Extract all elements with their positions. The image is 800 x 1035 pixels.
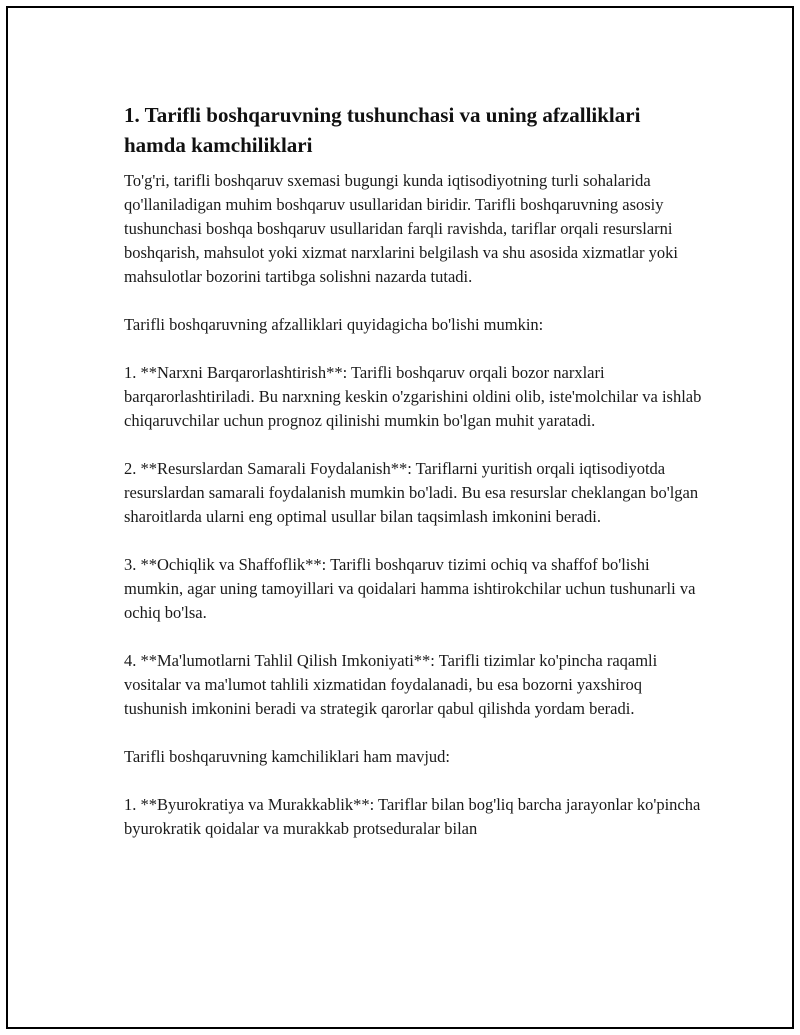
paragraph-advantage-2: 2. **Resurslardan Samarali Foydalanish**: Tariflarni yuritish orqali iqtisodiyotda resurslardan samarali foydalanish mumkin bo'ladi. Bu esa resurslar cheklangan bo'lgan sharoitlarda ularni eng optimal usullar bilan taqsimlash imkonini beradi. bbox=[124, 459, 699, 526]
paragraph-advantage-4: 4. **Ma'lumotlarni Tahlil Qilish Imkoniyati**: Tarifli tizimlar ko'pincha raqamli vositalar va ma'lumot tahlili xizmatidan foydalanadi, bu esa bozorni yaxshiroq tushunish imkonini beradi va strategik qarorlar qabul qilishda yordam beradi. bbox=[124, 651, 658, 718]
paragraph-advantages-intro: Tarifli boshqaruvning afzalliklari quyidagicha bo'lishi mumkin: bbox=[124, 315, 544, 334]
section-heading: 1. Tarifli boshqaruvning tushunchasi va uning afzalliklari hamda kamchiliklari bbox=[124, 103, 641, 157]
paragraph-intro: To'g'ri, tarifli boshqaruv sxemasi bugungi kunda iqtisodiyotning turli sohalarida qo'llaniladigan muhim boshqaruv usullaridan biridir. Tarifli boshqaruvning asosiy tushunchasi boshqa boshqaruv usullaridan farqli ravishda, tariflar orqali resurslarni boshqarish, mahsulot yoki xizmat narxlarini belgilash va shu asosida xizmatlar yoki mahsulotlar bozorini tartibga solishni nazarda tutadi. bbox=[124, 171, 679, 286]
paragraph-advantage-1: 1. **Narxni Barqarorlashtirish**: Tarifli boshqaruv orqali bozor narxlari barqarorlashtiriladi. Bu narxning keskin o'zgarishini oldini olib, iste'molchilar va ishlab chiqaruvchilar uchun prognoz qilinishi mumkin bo'lgan muhit yaratadi. bbox=[124, 363, 702, 430]
paragraph-disadvantages-intro: Tarifli boshqaruvning kamchiliklari ham mavjud: bbox=[124, 747, 451, 766]
paragraph-disadvantage-1: 1. **Byurokratiya va Murakkablik**: Tariflar bilan bog'liq barcha jarayonlar ko'pincha byurokratik qoidalar va murakkab protseduralar bilan bbox=[124, 795, 701, 838]
document-body bbox=[124, 100, 704, 865]
paragraph-advantage-3: 3. **Ochiqlik va Shaffoflik**: Tarifli boshqaruv tizimi ochiq va shaffof bo'lishi mumkin, agar uning tamoyillari va qoidalari hamma ishtirokchilar uchun tushunarli va ochiq bo'lsa. bbox=[124, 555, 696, 622]
document-page bbox=[6, 6, 794, 1029]
